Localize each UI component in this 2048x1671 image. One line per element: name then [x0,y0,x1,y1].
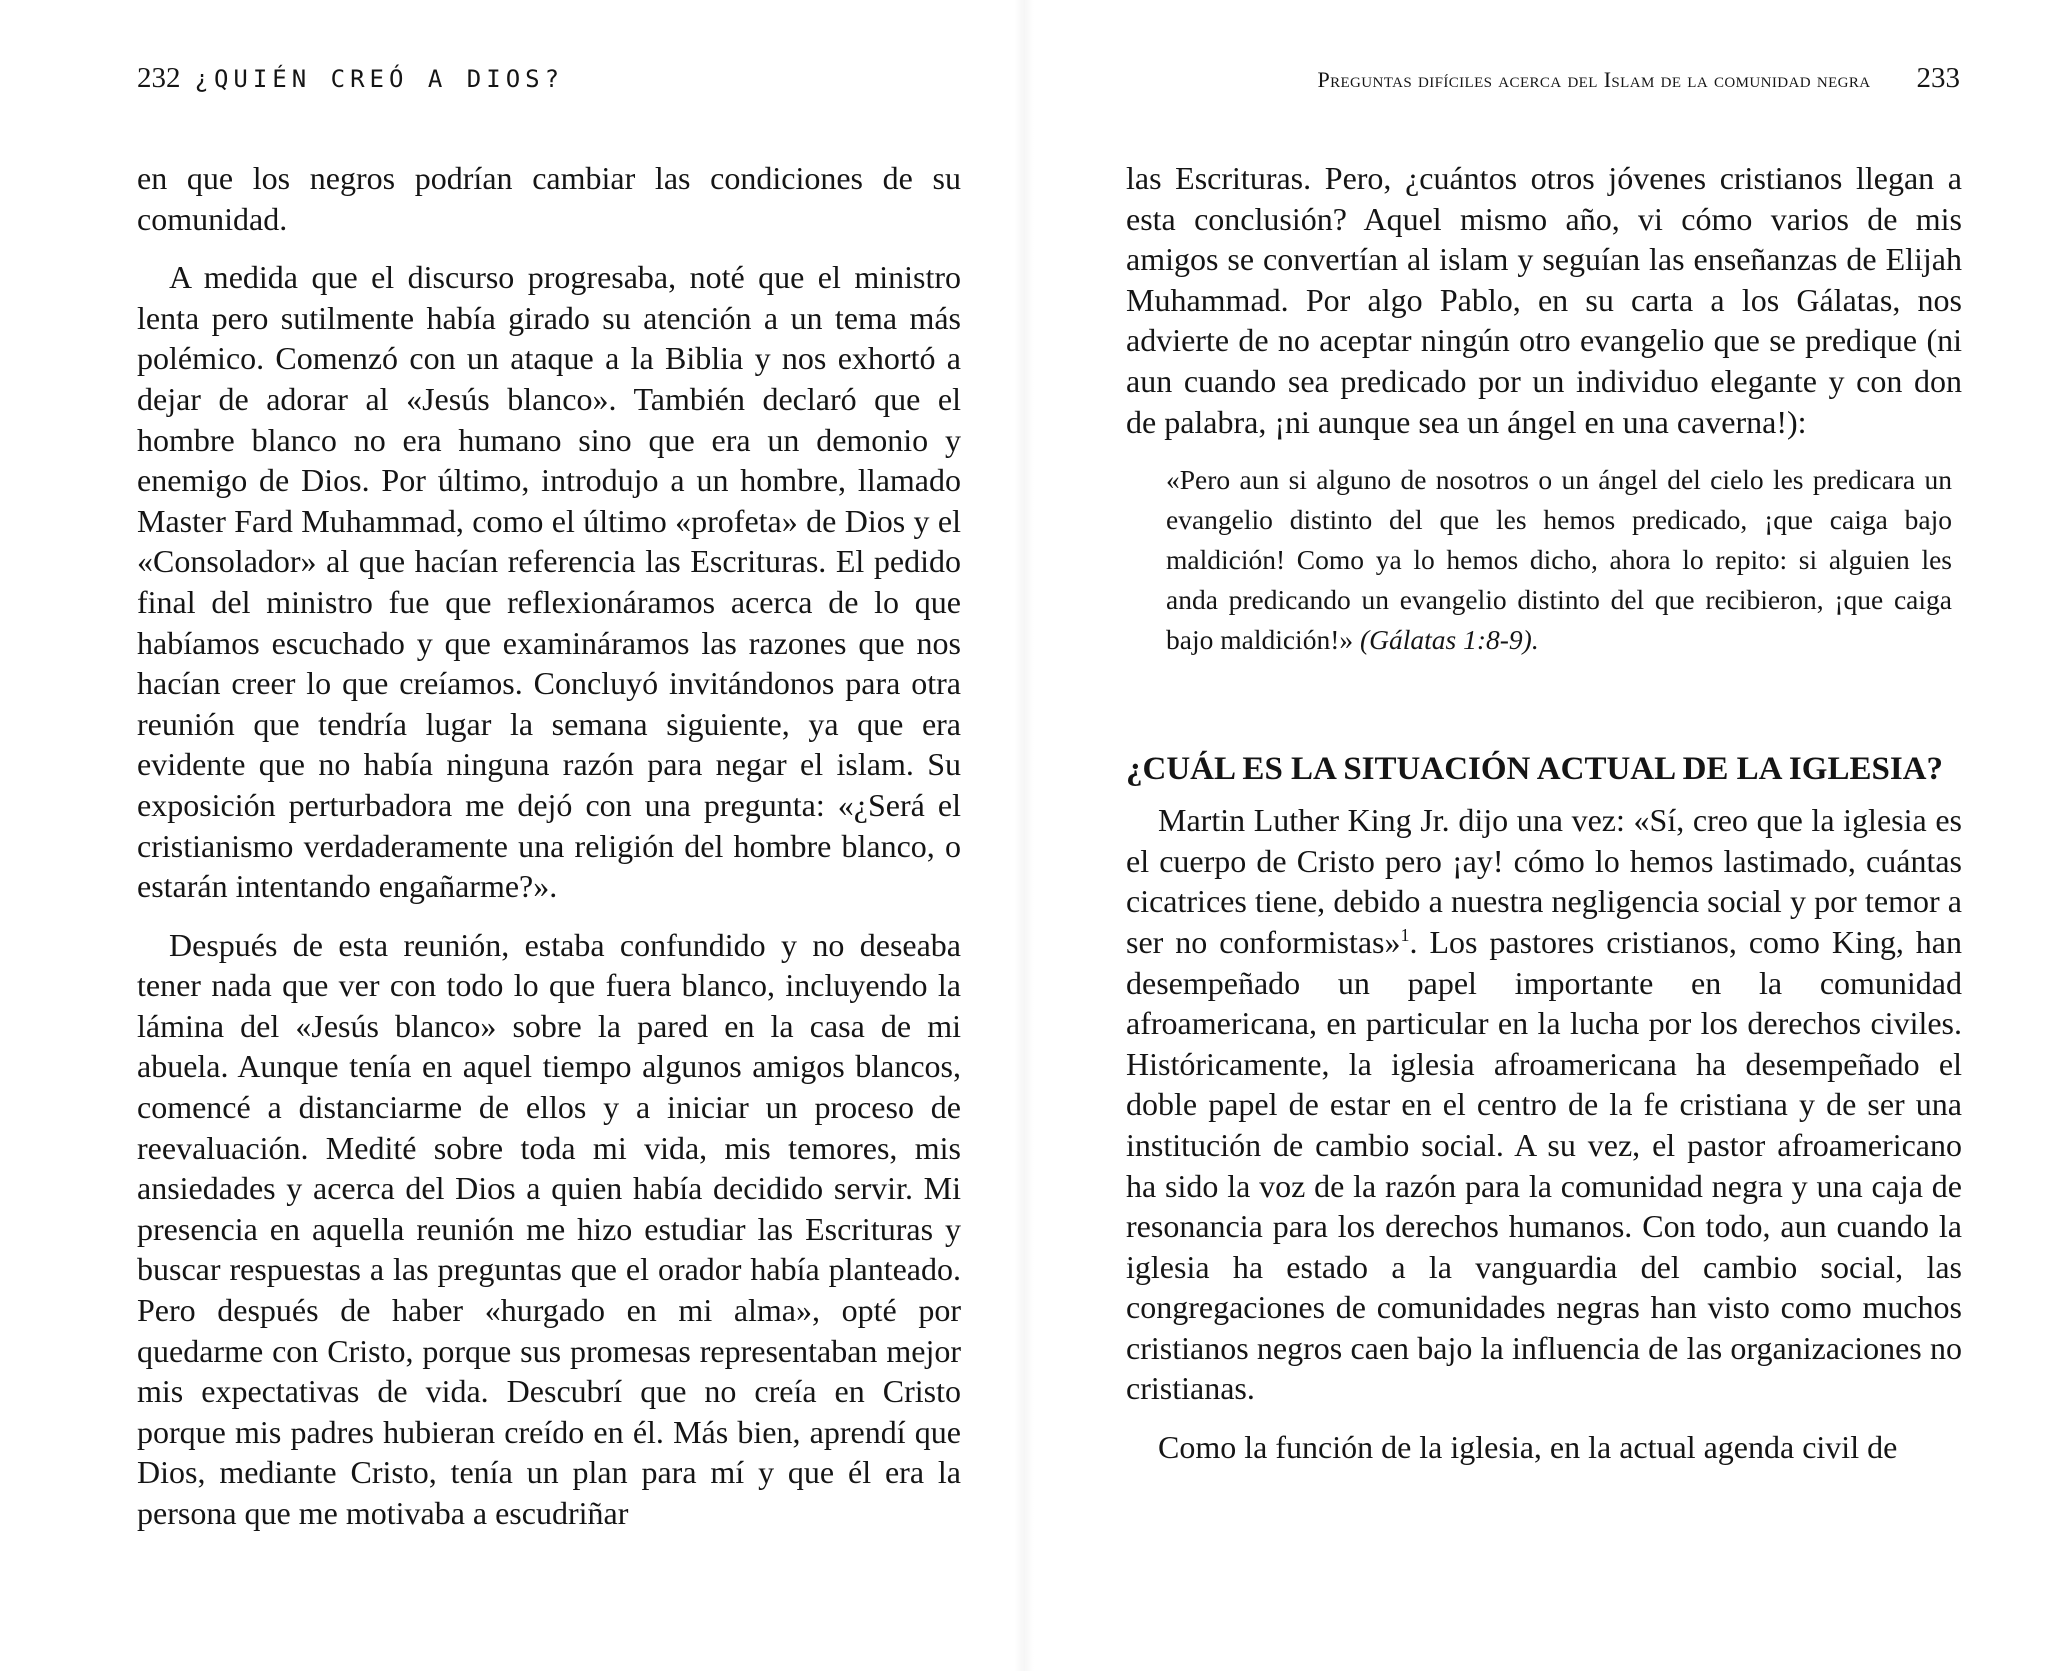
paragraph [1126,800,1962,1409]
paragraph: Como la función de la iglesia, en la actual agenda civil de [1158,1429,1898,1466]
quote-reference: (Gálatas 1:8-9). [1359,624,1539,656]
left-page-number: 232 [137,62,181,94]
left-body-text [137,158,961,1534]
section-title: Preguntas difíciles acerca del Islam de la comunidad negra [1317,67,1871,92]
paragraph-text-rest: . Los pastores cristianos, como King, han desempeñado un papel importante en la comunidad afroamericana, en particular en la lucha por los derechos civiles. Históricamente, la iglesia afroamericana ha desempeñado el doble papel de estar en el centro de la fe cristiana y de ser una institución de cambio social. A su vez, el pastor afroamericano ha sido la voz de la razón para la comunidad negra y una caja de resonancia para los derechos humanos. Con todo, aun cuando la iglesia ha estado a la vanguardia del cambio social, las congregaciones de comunidades negras han visto como muchos cristianos negros caen bajo la influencia de las organizaciones no cristianas. [1126,923,1963,1407]
right-body-text [1126,158,1962,1468]
paragraph-text: Martin Luther King Jr. dijo una vez: «Sí, creo que la iglesia es el cuerpo de Cristo pero ¡ay! cómo lo hemos lastimado, cuántas cicatrices tiene, debido a nuestra negligencia social y por temor a ser no conformistas» [1126,802,1962,960]
section-heading: ¿CUÁL ES LA SITUACIÓN ACTUAL DE LA IGLESIA? [1126,751,1943,788]
paragraph: A medida que el discurso progresaba, noté que el ministro lenta pero sutilmente había girado su atención a un tema más polémico. Comenzó con un ataque a la Biblia y nos exhortó a dejar de adorar al «Jesús blanco». También declaró que el hombre blanco no era humano sino que era un demonio y enemigo de Dios. Por último, introdujo a un hombre, llamado Master Fard Muhammad, como el último «profeta» de Dios y el «Consolador» al que hacían referencia las Escrituras. El pedido final del ministro fue que reflexionáramos acerca de lo que habíamos escuchado y que examináramos las razones que nos hacían creer lo que creíamos. Concluyó invitándonos para otra reunión que tendría lugar la semana siguiente, ya que era evidente que no había ninguna razón para negar el islam. Su exposición perturbadora me dejó con una pregunta: «¿Será el cristianismo verdaderamente una religión del hombre blanco, o estarán intentando engañarme?». [137,259,961,905]
paragraph: Después de esta reunión, estaba confundido y no deseaba tener nada que ver con todo lo que fuera blanco, incluyendo la lámina del «Jesús blanco» sobre la pared en la casa de mi abuela. Aunque tenía en aquel tiempo algunos amigos blancos, comencé a distanciarme de ellos y a iniciar un proceso de reevaluación. Medité sobre toda mi vida, mis temores, mis ansiedades y acerca del Dios a quien había decidido servir. Mi presencia en aquella reunión me hizo estudiar las Escrituras y buscar respuestas a las preguntas que el orador había planteado. Pero después de haber «hurgado en mi alma», opté por quedarme con Cristo, porque sus promesas representaban mejor mis expectativas de vida. Descubrí que no creía en Cristo porque mis padres hubieran creído en él. Más bien, aprendí que Dios, mediante Cristo, tenía un plan para mí y que él era la persona que me motivaba a escudriñar [137,926,961,1531]
right-page [1024,0,2048,1671]
bible-quote [1166,460,1952,660]
right-running-header [1317,58,1960,100]
footnote-marker: 1 [1400,924,1410,945]
paragraph: las Escrituras. Pero, ¿cuántos otros jóvenes cristianos llegan a esta conclusión? Aquel mismo año, vi cómo varios de mis amigos se convertían al islam y seguían las enseñanzas de Elijah Muhammad. Por algo Pablo, en su carta a los Gálatas, nos advierte de no aceptar ningún otro evangelio que se predique (ni aun cuando sea predicado por un individuo elegante y con don de palabra, ¡ni aunque sea un ángel en una caverna!): [1126,160,1962,440]
paragraph: en que los negros podrían cambiar las condiciones de su comunidad. [137,160,961,237]
book-title: ¿QUIÉN CREÓ A DIOS? [194,65,565,93]
left-running-header [137,58,564,99]
right-page-number: 233 [1916,62,1960,94]
quote-text: «Pero aun si alguno de nosotros o un ángel del cielo les predicara un evangelio distinto del que les hemos predicado, ¡que caiga bajo maldición! Como ya lo hemos dicho, ahora lo repito: si alguien les anda predicando un evangelio distinto del que recibieron, ¡que caiga bajo maldición!» [1166,464,1952,656]
